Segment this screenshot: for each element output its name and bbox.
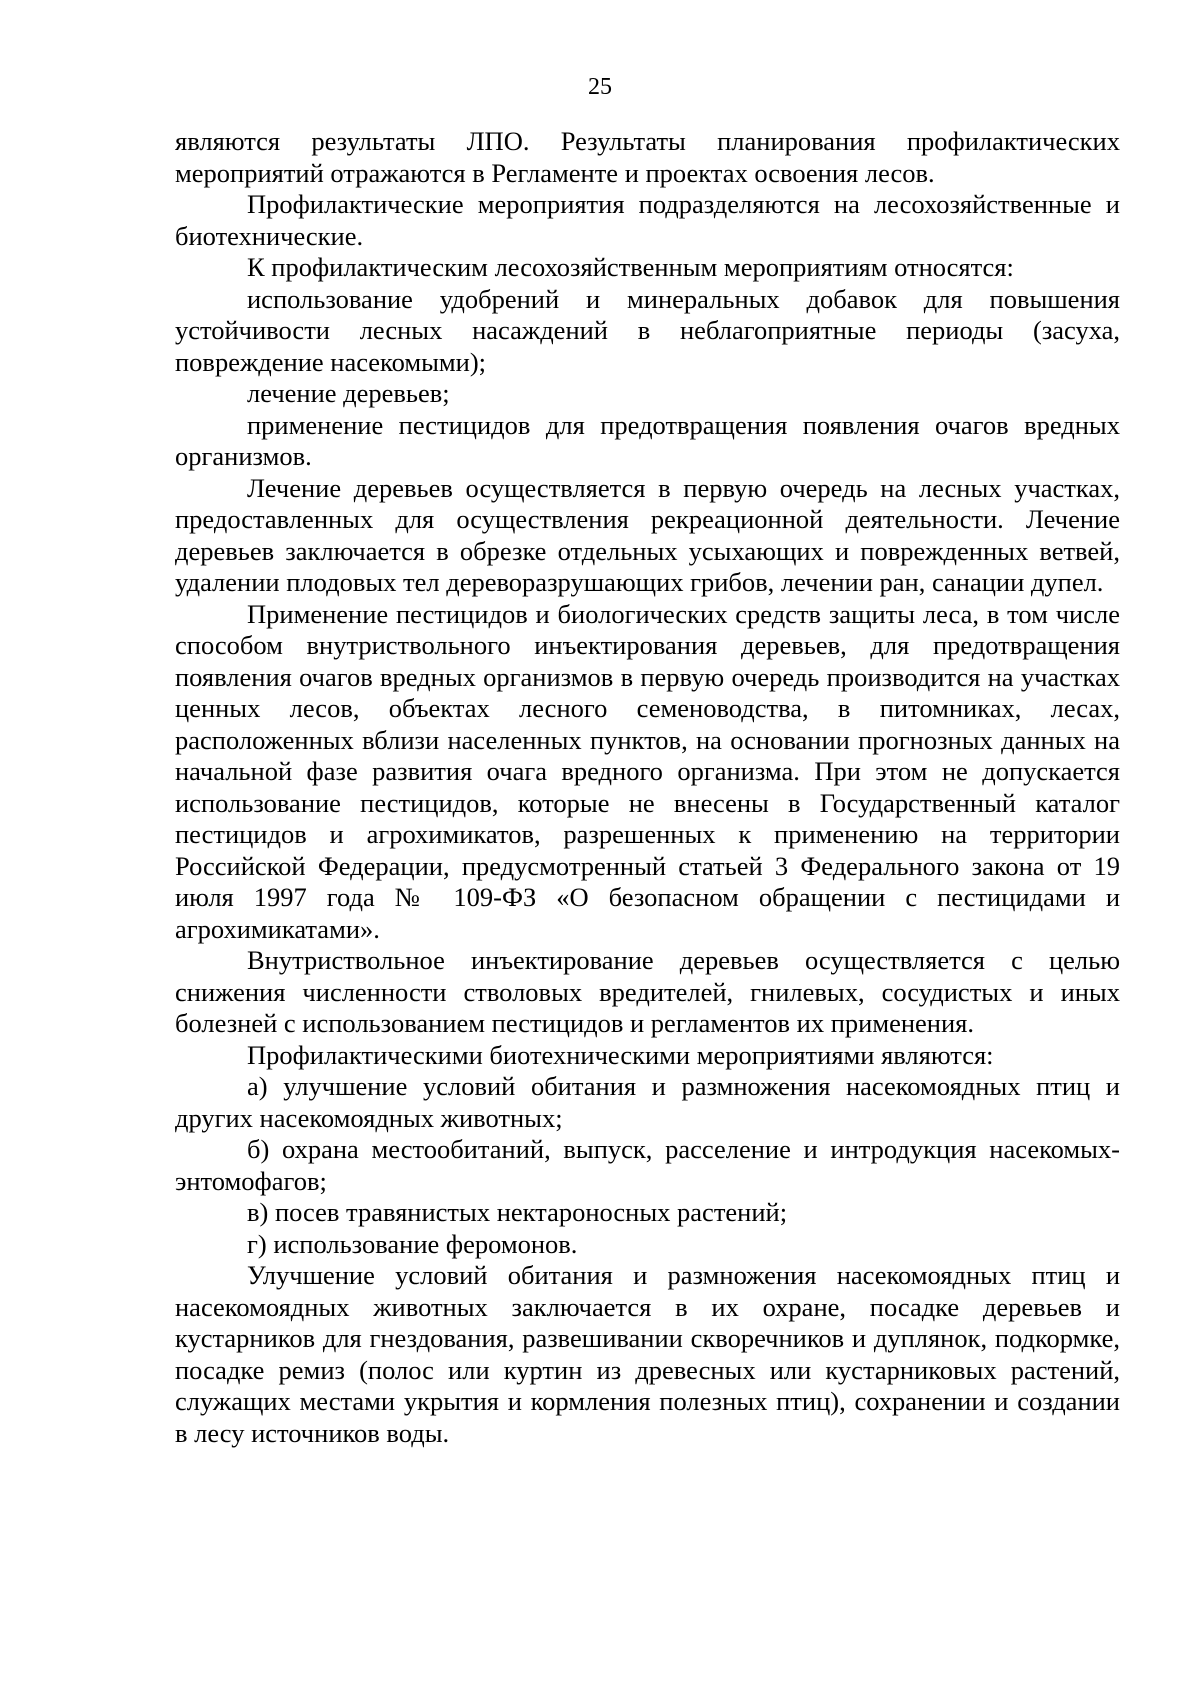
paragraph-14: г) использование феромонов. xyxy=(247,1228,578,1259)
paragraph-9: Внутриствольное инъектирование деревьев осуществляется с целью снижения численности стволовых вредителей, гнилевых, сосудистых и иных болезней с использованием пестицидов и регламентов их применения. xyxy=(175,945,1120,1038)
paragraph-6: применение пестицидов для предотвращения появления очагов вредных организмов. xyxy=(175,409,1120,471)
paragraph-5: лечение деревьев; xyxy=(247,378,450,408)
body-text xyxy=(175,126,1120,1449)
paragraph-13: в) посев травянистых нектароносных растений; xyxy=(247,1197,788,1227)
paragraph-15: Улучшение условий обитания и размножения насекомоядных птиц и насекомоядных животных заключается в их охране, посадке деревьев и кустарников для гнездования, развешивании скворечников и дуплянок, подкормке, посадке ремиз (полос или куртин из древесных или кустарниковых растений, служащих местами укрытия и кормления полезных птиц), сохранении и создании в лесу источников воды. xyxy=(175,1260,1120,1448)
paragraph-10: Профилактическими биотехническими мероприятиями являются: xyxy=(247,1039,994,1070)
paragraph-2: Профилактические мероприятия подразделяются на лесохозяйственные и биотехнические. xyxy=(175,189,1120,251)
paragraph-11: а) улучшение условий обитания и размножения насекомоядных птиц и других насекомоядных животных; xyxy=(175,1071,1120,1133)
paragraph-3: К профилактическим лесохозяйственным мероприятиям относятся: xyxy=(247,252,1014,282)
paragraph-4: использование удобрений и минеральных добавок для повышения устойчивости лесных насаждений в неблагоприятные периоды (засуха, повреждение насекомыми); xyxy=(175,283,1120,377)
paragraph-12: б) охрана местообитаний, выпуск, расселение и интродукция насекомых-энтомофагов; xyxy=(175,1134,1120,1196)
paragraph-1: являются результаты ЛПО. Результаты планирования профилактических мероприятий отражаются в Регламенте и проектах освоения лесов. xyxy=(175,126,1120,188)
page-number: 25 xyxy=(588,74,612,100)
paragraph-7: Лечение деревьев осуществляется в первую очередь на лесных участках, предоставленных для осуществления рекреационной деятельности. Лечение деревьев заключается в обрезке отдельных усыхающих и поврежденных ветвей, удалении плодовых тел дереворазрушающих грибов, лечении ран, санации дупел. xyxy=(175,472,1120,597)
paragraph-8: Применение пестицидов и биологических средств защиты леса, в том числе способом внутриствольного инъектирования деревьев, для предотвращения появления очагов вредных организмов в первую очередь производится на участках ценных лесов, объектах лесного семеноводства, в питомниках, лесах, расположенных вблизи населенных пунктов, на основании прогнозных данных на начальной фазе развития очага вредного организма. При этом не допускается использование пестицидов, которые не внесены в Государственный каталог пестицидов и агрохимикатов, разрешенных к применению на территории Российской Федерации, предусмотренный статьей 3 Федерального закона от 19 июля 1997 года № 109-ФЗ «О безопасном обращении с пестицидами и агрохимикатами». xyxy=(175,598,1120,944)
